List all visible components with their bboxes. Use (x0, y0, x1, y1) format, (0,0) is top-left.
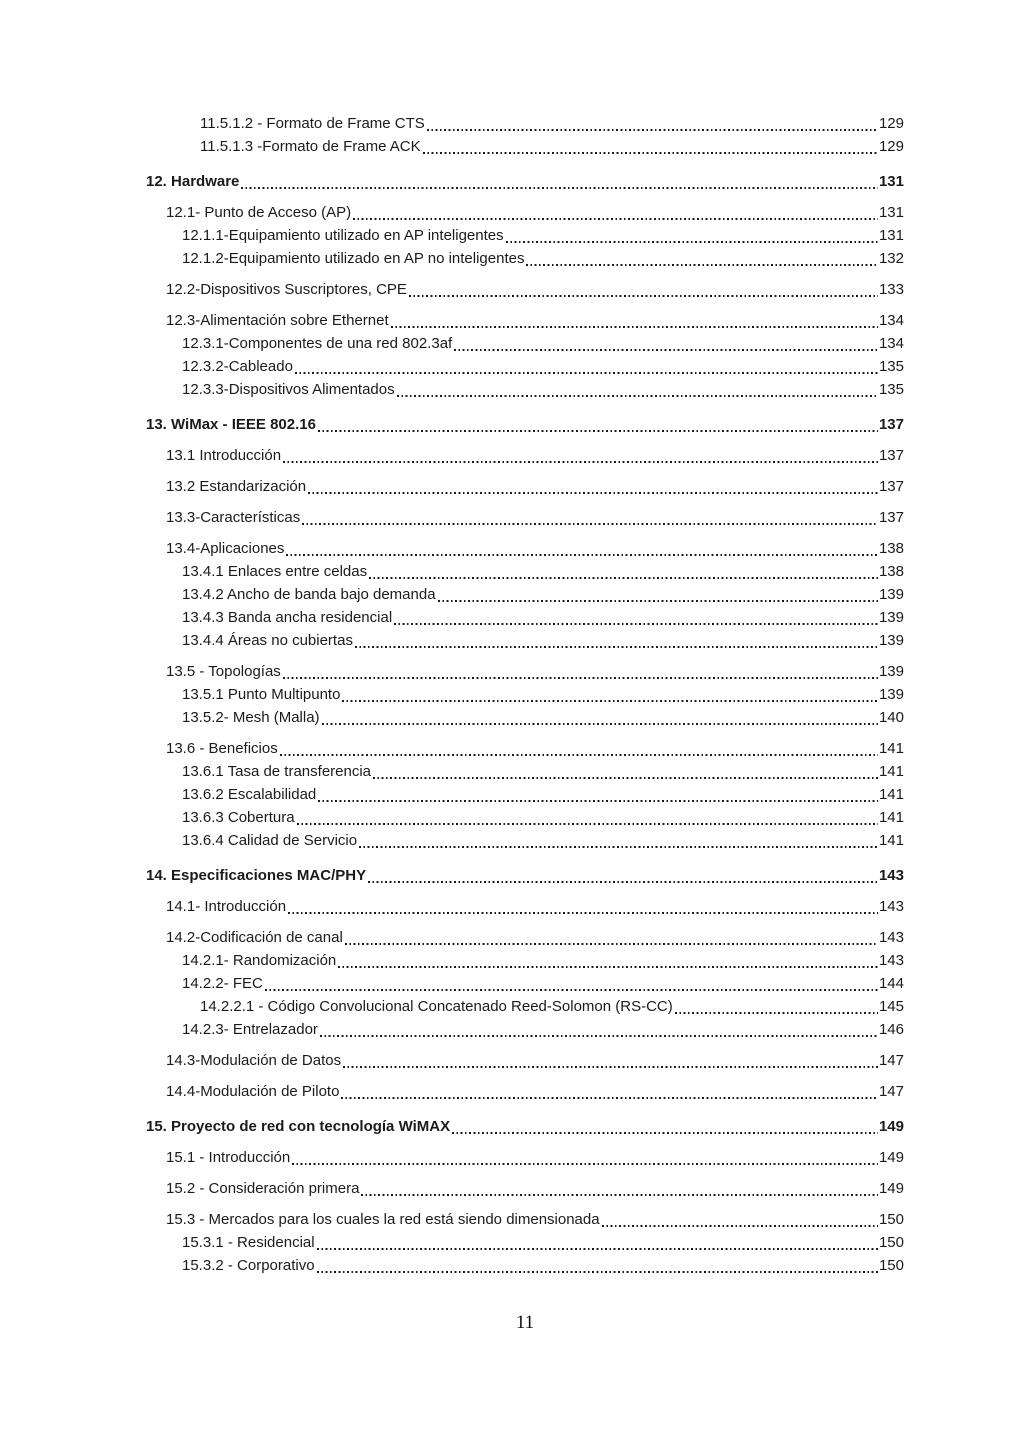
toc-entry[interactable] (146, 995, 904, 1018)
toc-entry-label: 14.4-Modulación de Piloto (166, 1083, 340, 1100)
dot-leader (526, 264, 878, 266)
toc-entry[interactable] (146, 760, 904, 783)
dot-leader (369, 577, 878, 579)
toc-entry[interactable] (146, 606, 904, 629)
footer-page-number: 11 (515, 1312, 535, 1333)
toc-entry-label: 15.2 - Consideración primera (166, 1180, 360, 1197)
toc-entry-label: 13.6 - Beneficios (166, 740, 278, 757)
dot-leader (338, 966, 878, 968)
toc-entry-label: 13.4.3 Banda ancha residencial (182, 609, 393, 626)
toc-entry[interactable] (146, 537, 904, 560)
toc-entry[interactable] (146, 247, 904, 270)
toc-entry-page-number: 141 (878, 763, 904, 780)
dot-leader (317, 1271, 878, 1273)
toc-entry-label: 12.3-Alimentación sobre Ethernet (166, 312, 389, 329)
toc-entry[interactable] (146, 1080, 904, 1103)
toc-entry[interactable] (146, 278, 904, 301)
dot-leader (675, 1012, 878, 1014)
toc-entry-label: 14.2.1- Randomización (182, 952, 337, 969)
toc-entry-page-number: 137 (878, 447, 904, 464)
dot-leader (454, 349, 878, 351)
toc-entry-page-number: 139 (878, 609, 904, 626)
toc-entry-page-number: 139 (878, 663, 904, 680)
toc-entry-page-number: 138 (878, 540, 904, 557)
dot-leader (283, 461, 878, 463)
dot-leader (280, 754, 878, 756)
dot-leader (283, 677, 878, 679)
toc-entry-label: 14.2.2.1 - Código Convolucional Concatenado Reed-Solomon (RS-CC) (200, 998, 673, 1015)
toc-entry[interactable] (146, 706, 904, 729)
toc-entry[interactable] (146, 112, 904, 135)
toc-entry-page-number: 150 (878, 1257, 904, 1274)
toc-entry-label: 13.6.4 Calidad de Servicio (182, 832, 358, 849)
toc-entry[interactable] (146, 1254, 904, 1277)
toc-entry-label: 15.1 - Introducción (166, 1149, 291, 1166)
toc-entry-page-number: 131 (878, 227, 904, 244)
toc-entry-page-number: 139 (878, 686, 904, 703)
toc-entry-page-number: 135 (878, 381, 904, 398)
toc-entry-label: 13.5.2- Mesh (Malla) (182, 709, 320, 726)
toc-entry-label: 12.3.1-Componentes de una red 802.3af (182, 335, 453, 352)
toc-entry[interactable] (146, 1146, 904, 1169)
toc-entry-label: 13.6.1 Tasa de transferencia (182, 763, 372, 780)
toc-entry-label: 12.2-Dispositivos Suscriptores, CPE (166, 281, 407, 298)
toc-entry-label: 15. Proyecto de red con tecnología WiMAX (146, 1118, 451, 1135)
toc-entry[interactable] (146, 560, 904, 583)
toc-entry-label: 15.3.2 - Corporativo (182, 1257, 315, 1274)
toc-entry-label: 12.1- Punto de Acceso (AP) (166, 204, 352, 221)
toc-entry[interactable] (146, 309, 904, 332)
page-footer (146, 1312, 904, 1334)
toc-entry[interactable] (146, 1177, 904, 1200)
dot-leader (322, 723, 878, 725)
dot-leader (368, 881, 878, 883)
toc-entry[interactable] (146, 378, 904, 401)
toc-entry-page-number: 129 (878, 115, 904, 132)
dot-leader (343, 1066, 878, 1068)
toc-entry-label: 13.3-Características (166, 509, 301, 526)
dot-leader (394, 623, 878, 625)
toc-entry-label: 14.2.3- Entrelazador (182, 1021, 318, 1038)
toc-entry-label: 12.1.2-Equipamiento utilizado en AP no inteligentes (182, 250, 525, 267)
toc-entry-page-number: 143 (878, 929, 904, 946)
toc-entry-page-number: 134 (878, 312, 904, 329)
toc-entry[interactable] (146, 783, 904, 806)
toc-entry[interactable] (146, 926, 904, 949)
toc-entry[interactable] (146, 1049, 904, 1072)
toc-entry-label: 13.2 Estandarización (166, 478, 307, 495)
toc-entry-label: 13.1 Introducción (166, 447, 282, 464)
dot-leader (397, 395, 878, 397)
toc-entry[interactable] (146, 1208, 904, 1231)
dot-leader (295, 372, 878, 374)
toc-entry-label: 14. Especificaciones MAC/PHY (146, 867, 367, 884)
toc-entry-page-number: 129 (878, 138, 904, 155)
dot-leader (292, 1163, 878, 1165)
toc-entry[interactable] (146, 660, 904, 683)
toc-entry[interactable] (146, 864, 904, 887)
toc-entry-page-number: 149 (878, 1149, 904, 1166)
dot-leader (302, 523, 878, 525)
toc-entry-page-number: 131 (878, 173, 904, 190)
toc-entry-page-number: 134 (878, 335, 904, 352)
toc-entry-label: 13.4.1 Enlaces entre celdas (182, 563, 368, 580)
toc-entry-page-number: 137 (878, 509, 904, 526)
toc-entry[interactable] (146, 170, 904, 193)
dot-leader (427, 129, 878, 131)
toc-entry[interactable] (146, 737, 904, 760)
toc-entry-label: 13.4.2 Ancho de banda bajo demanda (182, 586, 436, 603)
toc-entry-label: 15.3 - Mercados para los cuales la red está siendo dimensionada (166, 1211, 600, 1228)
toc-entry[interactable] (146, 506, 904, 529)
toc-entry-label: 13.6.2 Escalabilidad (182, 786, 317, 803)
toc-entry[interactable] (146, 949, 904, 972)
toc-entry-label: 13.5 - Topologías (166, 663, 281, 680)
dot-leader (423, 152, 878, 154)
toc-entry[interactable] (146, 583, 904, 606)
toc-entry[interactable] (146, 355, 904, 378)
toc-entry[interactable] (146, 806, 904, 829)
toc-entry[interactable] (146, 475, 904, 498)
dot-leader (286, 554, 878, 556)
toc-entry-page-number: 146 (878, 1021, 904, 1038)
dot-leader (506, 241, 878, 243)
dot-leader (265, 989, 878, 991)
table-of-contents (146, 112, 904, 1277)
dot-leader (318, 430, 878, 432)
toc-entry-label: 13. WiMax - IEEE 802.16 (146, 416, 316, 433)
dot-leader (353, 218, 878, 220)
dot-leader (361, 1194, 878, 1196)
dot-leader (438, 600, 878, 602)
dot-leader (373, 777, 878, 779)
toc-entry-page-number: 131 (878, 204, 904, 221)
toc-entry-label: 11.5.1.2 - Formato de Frame CTS (200, 115, 425, 132)
toc-entry[interactable] (146, 332, 904, 355)
toc-entry-label: 12.1.1-Equipamiento utilizado en AP inteligentes (182, 227, 504, 244)
toc-entry[interactable] (146, 683, 904, 706)
toc-entry-label: 12.3.2-Cableado (182, 358, 293, 375)
toc-entry-label: 14.2-Codificación de canal (166, 929, 343, 946)
dot-leader (391, 326, 878, 328)
toc-entry[interactable] (146, 224, 904, 247)
toc-entry[interactable] (146, 413, 904, 436)
toc-entry-page-number: 144 (878, 975, 904, 992)
toc-entry-page-number: 141 (878, 740, 904, 757)
dot-leader (241, 187, 878, 189)
toc-entry-page-number: 141 (878, 832, 904, 849)
toc-entry-page-number: 139 (878, 632, 904, 649)
toc-entry[interactable] (146, 201, 904, 224)
toc-entry-label: 12.3.3-Dispositivos Alimentados (182, 381, 395, 398)
toc-entry-label: 11.5.1.3 -Formato de Frame ACK (200, 138, 421, 155)
toc-entry-page-number: 150 (878, 1211, 904, 1228)
dot-leader (318, 800, 878, 802)
toc-entry[interactable] (146, 1018, 904, 1041)
toc-entry-label: 12. Hardware (146, 173, 240, 190)
toc-entry-page-number: 143 (878, 867, 904, 884)
toc-entry-page-number: 149 (878, 1180, 904, 1197)
toc-entry-page-number: 140 (878, 709, 904, 726)
dot-leader (317, 1248, 878, 1250)
toc-entry-label: 14.3-Modulación de Datos (166, 1052, 342, 1069)
dot-leader (355, 646, 878, 648)
dot-leader (359, 846, 878, 848)
toc-entry[interactable] (146, 1231, 904, 1254)
toc-entry-page-number: 138 (878, 563, 904, 580)
dot-leader (288, 912, 878, 914)
toc-entry[interactable] (146, 895, 904, 918)
toc-entry-label: 13.6.3 Cobertura (182, 809, 295, 826)
toc-entry-page-number: 139 (878, 586, 904, 603)
dot-leader (345, 943, 878, 945)
dot-leader (602, 1225, 878, 1227)
toc-entry[interactable] (146, 972, 904, 995)
toc-entry-page-number: 133 (878, 281, 904, 298)
toc-entry-page-number: 143 (878, 898, 904, 915)
toc-entry[interactable] (146, 135, 904, 158)
dot-leader (308, 492, 878, 494)
dot-leader (341, 1097, 878, 1099)
toc-entry-label: 14.2.2- FEC (182, 975, 263, 992)
toc-entry-page-number: 149 (878, 1118, 904, 1135)
dot-leader (409, 295, 878, 297)
toc-entry-page-number: 150 (878, 1234, 904, 1251)
toc-entry-page-number: 141 (878, 809, 904, 826)
toc-entry-page-number: 132 (878, 250, 904, 267)
toc-entry-label: 13.4-Aplicaciones (166, 540, 285, 557)
toc-entry-page-number: 141 (878, 786, 904, 803)
toc-entry-label: 13.5.1 Punto Multipunto (182, 686, 341, 703)
toc-entry-label: 15.3.1 - Residencial (182, 1234, 315, 1251)
toc-entry[interactable] (146, 829, 904, 852)
toc-entry-page-number: 137 (878, 478, 904, 495)
dot-leader (342, 700, 878, 702)
toc-entry[interactable] (146, 444, 904, 467)
toc-entry-page-number: 147 (878, 1052, 904, 1069)
dot-leader (452, 1132, 878, 1134)
dot-leader (297, 823, 878, 825)
toc-entry-page-number: 145 (878, 998, 904, 1015)
toc-entry-label: 14.1- Introducción (166, 898, 287, 915)
toc-entry[interactable] (146, 629, 904, 652)
toc-entry[interactable] (146, 1115, 904, 1138)
toc-entry-label: 13.4.4 Áreas no cubiertas (182, 632, 353, 649)
toc-entry-page-number: 137 (878, 416, 904, 433)
toc-entry-page-number: 143 (878, 952, 904, 969)
toc-entry-page-number: 135 (878, 358, 904, 375)
dot-leader (320, 1035, 878, 1037)
toc-entry-page-number: 147 (878, 1083, 904, 1100)
